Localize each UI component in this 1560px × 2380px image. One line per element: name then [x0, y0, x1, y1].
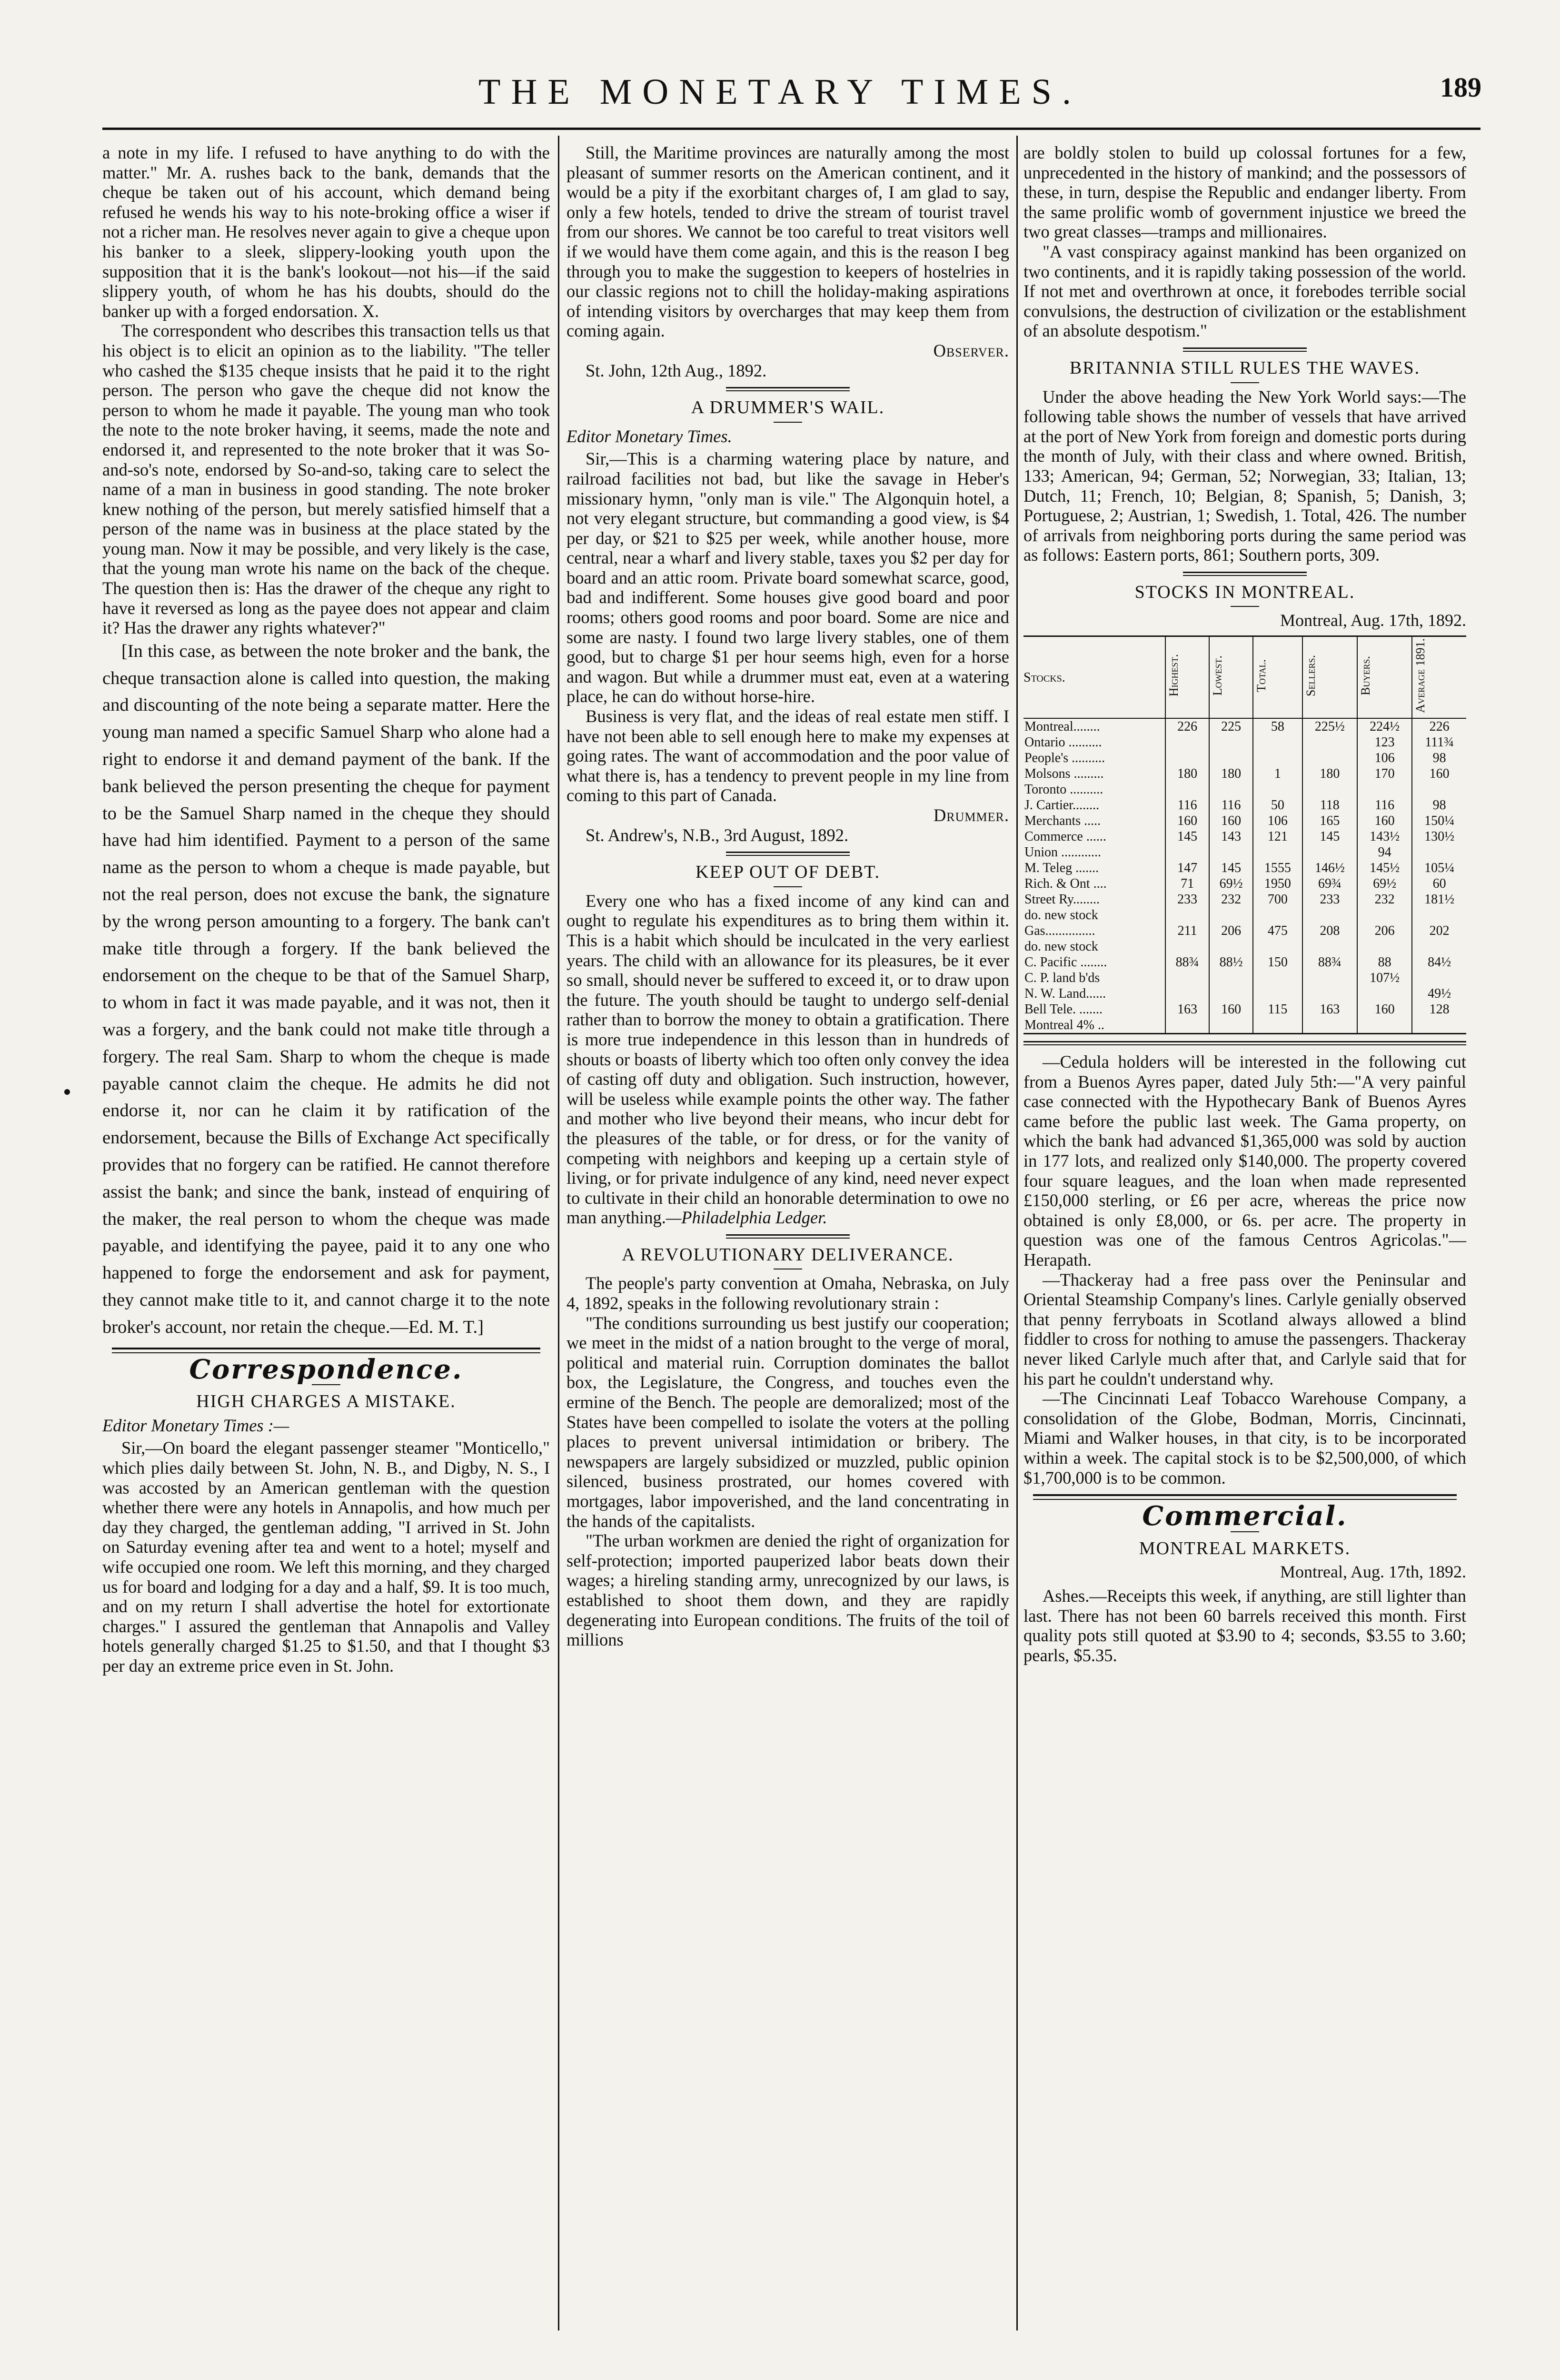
stock-value-cell [1165, 970, 1209, 986]
paragraph: Ashes.—Receipts this week, if anything, are still lighter than last. There has not been 60 barrels received this month. First quality pots still quoted at $3.90 to 4; seconds, $3.55 to 3.60; pearls, $5.35. [1023, 1586, 1466, 1665]
stock-name-cell: Molsons ......... [1024, 766, 1104, 782]
paragraph: are boldly stolen to build up colossal fortunes for a few, unprecedented in the history of mankind; and the possessors of these, in turn, despise the Republic and endanger liberty. From the same prolific womb of government injustice we breed the two great classes—tramps and millionaires. [1023, 143, 1466, 242]
paragraph-text: Every one who has a fixed income of any kind can and ought to regulate his expenditures as to bring them within it. This is a habit which should be inculcated in the very earliest years. The child with an allowance for its pleasures, be it ever so small, should never be suffered to exceed it, or to draw upon the future. The youth should be taught to undergo self-denial rather than to borrow the money to obtain a gratification. There is more true independence in this lesson than in hundreds of shouts or boasts of liberty which too often only convey the idea of casting off duty and obligation. Such instruction, however, will be useless while example points the other way. The father and mother who live beyond their means, who incur debt for the pleasures of the table, or for dress, or for the vanity of competing with neighbors and keeping up a certain style of living, or for private indulgence of any kind, need never expect to cultivate in their child an honorable determination to owe no man anything. [566, 891, 1009, 1228]
column-3 [1023, 143, 1466, 2326]
stock-value-cell: 202 [1412, 923, 1466, 939]
column-divider [1016, 136, 1018, 2330]
stock-value-cell: 147 [1165, 860, 1209, 876]
stock-value-cell: 206 [1357, 923, 1412, 939]
table-row [1023, 750, 1466, 766]
stock-value-cell: 84½ [1412, 954, 1466, 970]
stock-value-cell: 98 [1412, 750, 1466, 766]
stock-value-cell: 58 [1253, 718, 1302, 734]
stock-name-cell: Merchants ..... [1024, 813, 1101, 829]
stock-value-cell: 232 [1209, 892, 1253, 907]
dateline: St. John, 12th Aug., 1892. [586, 360, 767, 380]
paragraph: The correspondent who describes this transaction tells us that his object is to elicit an opinion as to the liability. "The teller who cashed the $135 cheque insists that he paid it to the right person. The person who gave the cheque did not know the person to whom he made it payable. The young man who took the note to the note broker having, it seems, made the note and endorsed it, and represented to the note broker that it was So-and-so's note, endorsed by So-and-so, taking care to select the name of a man in business in good standing. The note broker knew nothing of the person, but merely satisfied himself that a person of the name was in business at the place stated by the young man. Now it may be possible, and very likely is the case, that the young man wrote his name on the back of the cheque. The question then is: Has the drawer of the cheque any right to have it reversed as long as the payee does not appear and claim it? Has the drawer any rights whatever?" [102, 321, 550, 638]
stock-value-cell: 226 [1165, 718, 1209, 734]
stock-value-cell [1165, 844, 1209, 860]
table-row [1023, 813, 1466, 829]
markets-dateline: Montreal, Aug. 17th, 1892. [1280, 1562, 1466, 1582]
stock-value-cell: 128 [1412, 1002, 1466, 1017]
stock-value-cell [1357, 907, 1412, 923]
stock-value-cell: 88 [1357, 954, 1412, 970]
article-title: KEEP OUT OF DEBT. [696, 862, 880, 883]
stock-value-cell [1165, 1017, 1209, 1034]
stock-value-cell: 165 [1302, 813, 1357, 829]
stock-value-cell [1209, 986, 1253, 1002]
stock-value-cell: 180 [1209, 766, 1253, 782]
stocks-table-body [1023, 718, 1466, 1034]
table-row [1023, 718, 1466, 734]
stock-value-cell: 69½ [1357, 876, 1412, 892]
paragraph [566, 891, 1009, 1228]
stock-value-cell: 116 [1165, 797, 1209, 813]
stock-value-cell: 88½ [1209, 954, 1253, 970]
article-title: MONTREAL MARKETS. [1139, 1538, 1351, 1558]
stock-value-cell: 69¾ [1302, 876, 1357, 892]
divider [774, 886, 802, 887]
article-title: BRITANNIA STILL RULES THE WAVES. [1069, 357, 1421, 378]
stock-value-cell: 106 [1357, 750, 1412, 766]
table-row [1023, 939, 1466, 954]
stock-name-cell: M. Teleg ....... [1024, 861, 1099, 876]
column-1 [102, 143, 550, 2326]
stock-value-cell: 98 [1412, 797, 1466, 813]
stock-value-cell [1357, 939, 1412, 954]
section-rule [1033, 1494, 1457, 1500]
stock-value-cell [1412, 939, 1466, 954]
stock-value-cell [1412, 844, 1466, 860]
table-row [1023, 860, 1466, 876]
paragraph: "The urban workmen are denied the right of organization for self-protection; imported pauperized labor beats down their wages; a hireling standing army, unrecognized by our laws, is established to shoot them down, and they are rapidly degenerating into European conditions. The fruits of the toil of millions [566, 1531, 1009, 1650]
table-row [1023, 844, 1466, 860]
paragraph: a note in my life. I refused to have anything to do with the matter." Mr. A. rushes back to the bank, demands that the cheque be taken out of his account, which demand being refused he wends his way to his note-broking office a wiser if not a richer man. He resolves never again to give a cheque upon his banker to a sleek, slippery-looking youth upon the supposition that it is the bank's lookout—not his—if the said slippery youth, of whom he has his doubts, should do the banker up with a forged endorsation. X. [102, 143, 550, 321]
table-header-row [1023, 636, 1466, 719]
column-header [1357, 636, 1412, 719]
stock-name-cell: Commerce ...... [1024, 829, 1106, 844]
stock-value-cell [1357, 986, 1412, 1002]
divider [1231, 606, 1259, 607]
stock-value-cell: 163 [1302, 1002, 1357, 1017]
stock-name-cell: C. Pacific ........ [1024, 955, 1107, 970]
stock-name-cell: People's .......... [1024, 751, 1105, 766]
stock-value-cell: 118 [1302, 797, 1357, 813]
table-row [1023, 876, 1466, 892]
stock-value-cell: 224½ [1357, 718, 1412, 734]
stock-value-cell [1165, 782, 1209, 797]
article-title: STOCKS IN MONTREAL. [1134, 582, 1355, 602]
stock-name-cell: Street Ry........ [1024, 892, 1100, 907]
masthead [0, 71, 1560, 124]
dateline: St. Andrew's, N.B., 3rd August, 1892. [586, 825, 849, 845]
column-header-text: Average 1891. [1413, 638, 1428, 713]
editor-line: Editor Monetary Times :— [102, 1415, 289, 1435]
source-credit: —Philadelphia Ledger. [666, 1208, 827, 1228]
stock-value-cell [1302, 844, 1357, 860]
paragraph: The people's party convention at Omaha, Nebraska, on July 4, 1892, speaks in the following revolutionary strain : [566, 1273, 1009, 1313]
article-title: HIGH CHARGES A MISTAKE. [196, 1391, 456, 1412]
stock-value-cell: 94 [1357, 844, 1412, 860]
header-rule [102, 128, 1481, 130]
column-header-text: Total. [1254, 659, 1269, 692]
stock-value-cell: 145 [1302, 829, 1357, 844]
stock-value-cell: 88¾ [1165, 954, 1209, 970]
stock-value-cell: 105¼ [1412, 860, 1466, 876]
stock-value-cell: 107½ [1357, 970, 1412, 986]
stock-value-cell [1209, 907, 1253, 923]
paragraph: Business is very flat, and the ideas of real estate men stiff. I have not been able to sell enough here to make my expenses at going rates. The want of accommodation and the poor value of what there is, has a tendency to prevent people in my line from coming to this part of Canada. [566, 706, 1009, 805]
stock-value-cell: 233 [1302, 892, 1357, 907]
stock-value-cell: 1555 [1253, 860, 1302, 876]
page-number: 189 [1440, 72, 1481, 103]
stock-value-cell: 116 [1209, 797, 1253, 813]
section-rule [112, 1348, 540, 1353]
stock-value-cell [1209, 734, 1253, 750]
stock-value-cell: 225 [1209, 718, 1253, 734]
stock-value-cell: 1 [1253, 766, 1302, 782]
table-row [1023, 970, 1466, 986]
paragraph: Sir,—On board the elegant passenger steamer "Monticello," which plies daily between St. John, N. B., and Digby, N. S., I was accosted by an American gentleman with the question whether there were any hotels in Annapolis, and how much per day they charged, the gentleman adding, "I arrived in St. John on Saturday evening after tea and went to a hotel; myself and wife occupied one room. We left this morning, and they charged us for board and lodging for a day and a half, $9. It is too much, and on my return I shall advertise the hotel for extortionate charges." I assured the gentleman that Annapolis and Valley hotels generally charged $1.25 to $1.50, and that I thought $3 per day an extreme price even in St. John. [102, 1438, 550, 1676]
stock-name-cell: Rich. & Ont .... [1024, 876, 1107, 892]
column-header [1302, 636, 1357, 719]
stock-name-cell: Ontario .......... [1024, 735, 1102, 750]
table-row [1023, 766, 1466, 782]
editor-line: Editor Monetary Times. [566, 426, 732, 446]
stock-name-cell: Montreal 4% .. [1024, 1018, 1104, 1033]
stock-value-cell [1302, 986, 1357, 1002]
table-row [1023, 782, 1466, 797]
stock-name-cell: Union ............ [1024, 845, 1101, 860]
stock-value-cell [1165, 986, 1209, 1002]
section-heading-correspondence: Correspondence. [189, 1353, 463, 1385]
divider [774, 422, 802, 423]
stock-value-cell [1253, 750, 1302, 766]
paragraph: Sir,—This is a charming watering place by nature, and railroad facilities not bad, but like the savage in Heber's missionary hymn, "only man is vile." The Algonquin hotel, a not very elegant structure, but commanding a good view, is $4 per day, or $21 to $25 per week, while another house, more central, near a wharf and livery stable, taxes you $2 per day for board and an attic room. Private board somewhat scarce, good, bad and indifferent. Some houses give good board and poor rooms; others good rooms and poor board. Some are nice and some are nasty. I found two large livery stables, one of them good, but to charge $1 per hour seems high, even for a horse and wagon. But while a drummer must eat, even at a watering place, he can do without horse-hire. [566, 449, 1009, 706]
table-row [1023, 734, 1466, 750]
divider [1183, 572, 1307, 576]
stock-value-cell: 226 [1412, 718, 1466, 734]
stock-value-cell: 145 [1209, 860, 1253, 876]
divider [726, 852, 850, 856]
newspaper-title: THE MONETARY TIMES. [478, 72, 1082, 112]
divider [726, 1234, 850, 1239]
editor-reply [102, 638, 550, 1341]
stocks-table [1023, 635, 1466, 1034]
stock-value-cell: 180 [1302, 766, 1357, 782]
stock-value-cell [1302, 939, 1357, 954]
stock-value-cell: 160 [1357, 1002, 1412, 1017]
table-row [1023, 829, 1466, 844]
table-row [1023, 954, 1466, 970]
stock-value-cell [1253, 907, 1302, 923]
stock-value-cell [1209, 844, 1253, 860]
column-header-text: Buyers. [1358, 655, 1372, 695]
stock-value-cell: 50 [1253, 797, 1302, 813]
stock-name-cell: do. new stock [1024, 939, 1098, 954]
stock-value-cell: 180 [1165, 766, 1209, 782]
stock-value-cell [1302, 970, 1357, 986]
divider [1231, 382, 1259, 383]
stock-value-cell [1253, 986, 1302, 1002]
margin-dot [64, 1089, 70, 1095]
paragraph: "A vast conspiracy against mankind has been organized on two continents, and it is rapidly taking possession of the world. If not met and overthrown at once, it forebodes terrible social convulsions, the destruction of civilization or the establishment of an absolute despotism." [1023, 241, 1466, 341]
stock-value-cell [1165, 939, 1209, 954]
column-header [1165, 636, 1209, 719]
stock-value-cell: 143 [1209, 829, 1253, 844]
stock-value-cell: 69½ [1209, 876, 1253, 892]
stock-value-cell [1209, 782, 1253, 797]
stock-value-cell [1165, 750, 1209, 766]
column-header: Stocks. [1023, 636, 1165, 719]
column-header [1412, 636, 1466, 719]
divider [1023, 1041, 1466, 1045]
stock-name-cell: Montreal........ [1024, 719, 1100, 734]
stock-value-cell: 181½ [1412, 892, 1466, 907]
stock-value-cell: 115 [1253, 1002, 1302, 1017]
paragraph: Under the above heading the New York World says:—The following table shows the number of vessels that have arrived at the port of New York from foreign and domestic ports during the month of July, with their class and where owned. British, 133; American, 94; German, 52; Norwegian, 33; Italian, 13; Dutch, 11; French, 10; Belgian, 8; Spanish, 5; Danish, 3; Portuguese, 2; Austrian, 1; Swedish, 1. Total, 426. The number of arrivals from neighboring ports during the same period was as follows: Eastern ports, 861; Southern ports, 309. [1023, 387, 1466, 565]
stock-value-cell [1412, 907, 1466, 923]
paragraph: —The Cincinnati Leaf Tobacco Warehouse Company, a consolidation of the Globe, Bodman, Morris, Cincinnati, Miami and Walker houses, in that city, is to be incorporated within a week. The capital stock is to be $2,500,000, of which $1,700,000 is to be common. [1023, 1388, 1466, 1488]
stock-value-cell: 475 [1253, 923, 1302, 939]
table-row [1023, 923, 1466, 939]
table-row [1023, 907, 1466, 923]
stock-value-cell [1357, 782, 1412, 797]
stock-value-cell: 146½ [1302, 860, 1357, 876]
stock-name-cell: J. Cartier........ [1024, 798, 1100, 813]
stock-name-cell: Toronto .......... [1024, 782, 1103, 797]
stock-value-cell [1253, 782, 1302, 797]
stock-value-cell: 1950 [1253, 876, 1302, 892]
table-row [1023, 1002, 1466, 1017]
stock-value-cell: 130½ [1412, 829, 1466, 844]
column-2 [566, 143, 1009, 2326]
stock-value-cell: 160 [1357, 813, 1412, 829]
stock-value-cell [1357, 1017, 1412, 1034]
paragraph: —Thackeray had a free pass over the Peninsular and Oriental Steamship Company's lines. Carlyle genially observed that penny ferryboats in Scotland always allowed a blind fiddler to cross for nothing to amuse the passengers. Thackeray never liked Carlyle much after that, and Carlyle said that for his part he couldn't understand why. [1023, 1269, 1466, 1388]
stock-value-cell [1253, 844, 1302, 860]
table-row [1023, 1017, 1466, 1034]
section-heading-commercial: Commercial. [1142, 1500, 1348, 1532]
stock-name-cell: Gas............... [1024, 923, 1095, 939]
stock-value-cell: 211 [1165, 923, 1209, 939]
stock-value-cell: 232 [1357, 892, 1412, 907]
stock-value-cell [1412, 1017, 1466, 1034]
stock-value-cell [1412, 782, 1466, 797]
stock-value-cell: 170 [1357, 766, 1412, 782]
stock-value-cell [1165, 907, 1209, 923]
signature: Observer. [933, 340, 1009, 360]
stock-value-cell: 111¾ [1412, 734, 1466, 750]
divider [1183, 347, 1307, 352]
paragraph: "The conditions surrounding us best justify our cooperation; we meet in the midst of a nation brought to the verge of moral, political and material ruin. Corruption dominates the ballot box, the Legislature, the Congress, and touches even the ermine of the Bench. The people are demoralized; most of the States have been compelled to isolate the voters at the polling places to prevent universal intimidation or bribery. The newspapers are largely subsidized or muzzled, public opinion silenced, business prostrated, our homes covered with mortgages, labor impoverished, and the land concentrating in the hands of the capitalists. [566, 1313, 1009, 1531]
stock-value-cell: 123 [1357, 734, 1412, 750]
paragraph: [In this case, as between the note broker and the bank, the cheque transaction alone is called into question, the making and discounting of the note being a separate matter. Here the young man named a specific Samuel Sharp who alone had a right to endorse it and demand payment of the bank. If the bank believed the person presenting the cheque for payment to be the Samuel Sharp named in the cheque they should have had him identified. Payment to a person of the same name as the person to whom a cheque is made payable, but not the real person, does not excuse the bank, the signature by the wrong person amounting to a forgery. The bank can't make title through a forgery. If the bank believed the endorsement on the cheque to be that of the Samuel Sharp, to whom in fact it was made payable, and it was not, then it was a forgery, and the bank could not make title through a forgery. The real Sam. Sharp to whom the cheque is made payable cannot claim the cheque. He admits he did not endorse it, nor can he claim it by ratification of the endorsement, because the Bills of Exchange Act specifically provides that no forgery can be ratified. He cannot therefore assist the bank; and since the bank, instead of enquiring of the maker, the real person to whom the cheque was made payable, and identifying the payee, paid it to any one who happened to forge the endorsement and ask for payment, they cannot make title to it, and cannot charge it to the note broker's account, nor retain the cheque.—Ed. M. T.] [102, 641, 550, 1337]
stock-value-cell [1302, 907, 1357, 923]
stock-value-cell: 233 [1165, 892, 1209, 907]
table-row [1023, 797, 1466, 813]
column-header-text: Lowest. [1211, 655, 1225, 696]
stock-value-cell [1302, 734, 1357, 750]
stock-value-cell [1302, 1017, 1357, 1034]
stock-value-cell: 160 [1209, 1002, 1253, 1017]
stock-name-cell: do. new stock [1024, 908, 1098, 923]
stock-value-cell [1412, 970, 1466, 986]
stock-value-cell: 106 [1253, 813, 1302, 829]
divider [726, 387, 850, 391]
stock-value-cell: 150 [1253, 954, 1302, 970]
stock-value-cell [1302, 750, 1357, 766]
stock-value-cell [1302, 782, 1357, 797]
stock-value-cell: 160 [1412, 766, 1466, 782]
paragraph: —Cedula holders will be interested in the following cut from a Buenos Ayres paper, dated July 5th:—"A very painful case connected with the Hypothecary Bank of Buenos Ayres came before the public last week. The Gama property, on which the bank had advanced $1,365,000 was sold by auction in 177 lots, and realized only $140,000. The property covered four square leagues, and the loan when made represented £150,000 sterling, or £6 per acre, whereas the price now obtained is only £8,000, or 6s. per acre. The property in question was one of the famous Centros Agricolas."—Herapath. [1023, 1052, 1466, 1269]
column-header [1253, 636, 1302, 719]
stock-value-cell [1209, 750, 1253, 766]
stock-value-cell: 700 [1253, 892, 1302, 907]
stock-value-cell: 60 [1412, 876, 1466, 892]
stock-value-cell: 145½ [1357, 860, 1412, 876]
stock-name-cell: Bell Tele. ....... [1024, 1002, 1103, 1017]
stocks-dateline: Montreal, Aug. 17th, 1892. [1280, 611, 1466, 630]
stock-name-cell: N. W. Land...... [1024, 986, 1106, 1002]
stock-value-cell [1209, 970, 1253, 986]
stock-value-cell: 225½ [1302, 718, 1357, 734]
stock-value-cell: 88¾ [1302, 954, 1357, 970]
column-divider [558, 136, 559, 2330]
stock-value-cell: 71 [1165, 876, 1209, 892]
stock-value-cell: 160 [1165, 813, 1209, 829]
stock-value-cell: 116 [1357, 797, 1412, 813]
table-row [1023, 986, 1466, 1002]
stock-value-cell [1253, 734, 1302, 750]
stock-value-cell [1253, 939, 1302, 954]
stock-value-cell: 206 [1209, 923, 1253, 939]
stock-value-cell [1209, 939, 1253, 954]
stock-value-cell: 163 [1165, 1002, 1209, 1017]
stock-value-cell [1253, 970, 1302, 986]
article-title: A DRUMMER'S WAIL. [691, 397, 885, 418]
stock-value-cell [1253, 1017, 1302, 1034]
stock-value-cell: 143½ [1357, 829, 1412, 844]
stock-value-cell: 145 [1165, 829, 1209, 844]
stock-value-cell: 160 [1209, 813, 1253, 829]
column-header [1209, 636, 1253, 719]
article-title: A REVOLUTIONARY DELIVERANCE. [622, 1244, 954, 1265]
stock-value-cell: 49½ [1412, 986, 1466, 1002]
paragraph: Still, the Maritime provinces are naturally among the most pleasant of summer resorts on the American continent, and it would be a pity if the exorbitant charges of, I am glad to say, only a few hotels, tended to drive the stream of tourist travel from our shores. We cannot be too careful to treat visitors well if we would have them come again, and this is the reason I beg through you to make the suggestion to keepers of hostelries in our classic regions not to chill the holiday-making aspirations of intending visitors by overcharges that may keep them from coming again. [566, 143, 1009, 341]
table-row [1023, 892, 1466, 907]
stock-value-cell: 150¼ [1412, 813, 1466, 829]
column-header-text: Sellers. [1303, 654, 1318, 696]
stock-value-cell [1165, 734, 1209, 750]
stock-name-cell: C. P. land b'ds [1024, 971, 1100, 986]
stock-value-cell: 121 [1253, 829, 1302, 844]
signature: Drummer. [933, 805, 1009, 825]
column-header-text: Highest. [1167, 654, 1181, 697]
stock-value-cell [1209, 1017, 1253, 1034]
stock-value-cell: 208 [1302, 923, 1357, 939]
